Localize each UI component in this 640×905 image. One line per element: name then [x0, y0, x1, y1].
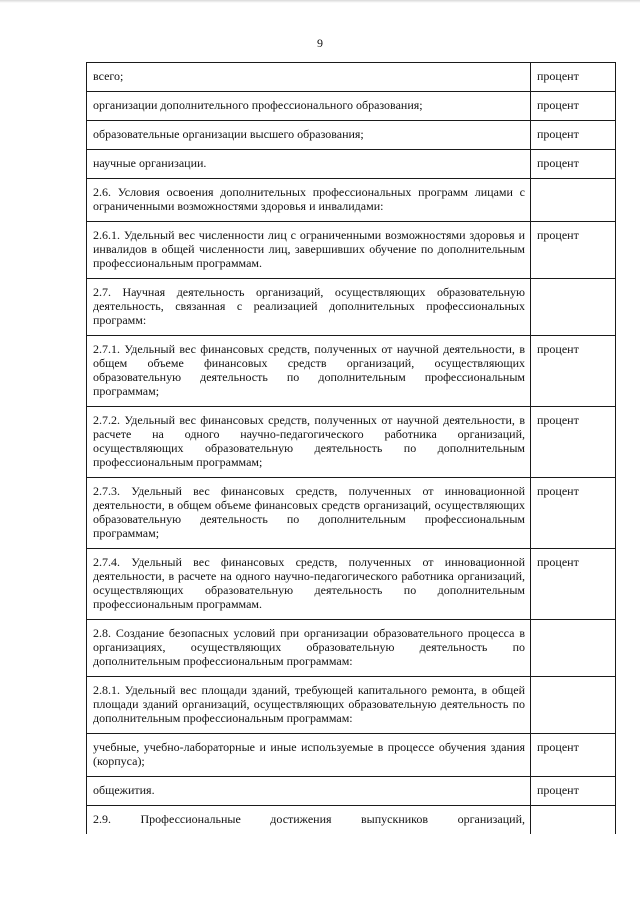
unit-cell: процент	[531, 92, 616, 121]
indicator-text: научные организации.	[87, 150, 531, 179]
indicator-text: 2.8.1. Удельный вес площади зданий, требующей капитального ремонта, в общей площади зданий организаций, осуществляющих образовательную деятельность по дополнительным профессиональным программам:	[87, 677, 531, 734]
unit-cell: процент	[531, 478, 616, 549]
unit-cell: процент	[531, 63, 616, 92]
unit-cell: процент	[531, 549, 616, 620]
unit-cell	[531, 677, 616, 734]
indicator-text: 2.7.1. Удельный вес финансовых средств, полученных от научной деятельности, в общем объеме финансовых средств организаций, осуществляющих образовательную деятельность по дополнительным профессиональным программам;	[87, 336, 531, 407]
table-row	[87, 336, 616, 407]
table-row	[87, 179, 616, 222]
table-row	[87, 279, 616, 336]
indicator-text: 2.7.2. Удельный вес финансовых средств, полученных от научной деятельности, в расчете на одного научно-педагогического работника организаций, осуществляющих образовательную деятельность по дополнительным профессиональным программам;	[87, 407, 531, 478]
page-number: 9	[317, 36, 323, 50]
unit-cell	[531, 179, 616, 222]
scan-edge	[0, 0, 640, 3]
section-heading: 2.6. Условия освоения дополнительных профессиональных программ лицами с ограниченными возможностями здоровья и инвалидами:	[87, 179, 531, 222]
section-heading: 2.8. Создание безопасных условий при организации образовательного процесса в организациях, осуществляющих образовательную деятельность по дополнительным профессиональным программам:	[87, 620, 531, 677]
indicator-text: 2.6.1. Удельный вес численности лиц с ограниченными возможностями здоровья и инвалидов в общей численности лиц, завершивших обучение по дополнительным профессиональным программам.	[87, 222, 531, 279]
table-row	[87, 478, 616, 549]
unit-cell: процент	[531, 734, 616, 777]
indicator-text: образовательные организации высшего образования;	[87, 121, 531, 150]
table-row	[87, 150, 616, 179]
table-row	[87, 92, 616, 121]
table-row	[87, 549, 616, 620]
section-heading: 2.7. Научная деятельность организаций, осуществляющих образовательную деятельность, связанная с реализацией дополнительных профессиональных программ:	[87, 279, 531, 336]
indicator-text: общежития.	[87, 777, 531, 806]
table-row	[87, 620, 616, 677]
table-row	[87, 806, 616, 835]
table-row	[87, 407, 616, 478]
indicators-table	[86, 62, 616, 834]
section-heading: 2.9. Профессиональные достижения выпускников организаций,	[87, 806, 531, 835]
unit-cell	[531, 279, 616, 336]
table-row	[87, 63, 616, 92]
indicator-text: организации дополнительного профессионального образования;	[87, 92, 531, 121]
unit-cell: процент	[531, 336, 616, 407]
unit-cell	[531, 806, 616, 835]
indicator-text: 2.7.4. Удельный вес финансовых средств, полученных от инновационной деятельности, в расчете на одного научно-педагогического работника организаций, осуществляющих образовательную деятельность по дополнительным профессиональным программам.	[87, 549, 531, 620]
indicator-text: 2.7.3. Удельный вес финансовых средств, полученных от инновационной деятельности, в общем объеме финансовых средств организаций, осуществляющих образовательную деятельность по дополнительным профессиональным программам;	[87, 478, 531, 549]
unit-cell	[531, 620, 616, 677]
indicator-text: всего;	[87, 63, 531, 92]
table-row	[87, 677, 616, 734]
table-row	[87, 121, 616, 150]
unit-cell: процент	[531, 777, 616, 806]
table-row	[87, 222, 616, 279]
unit-cell: процент	[531, 222, 616, 279]
unit-cell: процент	[531, 150, 616, 179]
table-row	[87, 734, 616, 777]
unit-cell: процент	[531, 407, 616, 478]
table-row	[87, 777, 616, 806]
unit-cell: процент	[531, 121, 616, 150]
indicator-text: учебные, учебно-лабораторные и иные используемые в процессе обучения здания (корпуса);	[87, 734, 531, 777]
